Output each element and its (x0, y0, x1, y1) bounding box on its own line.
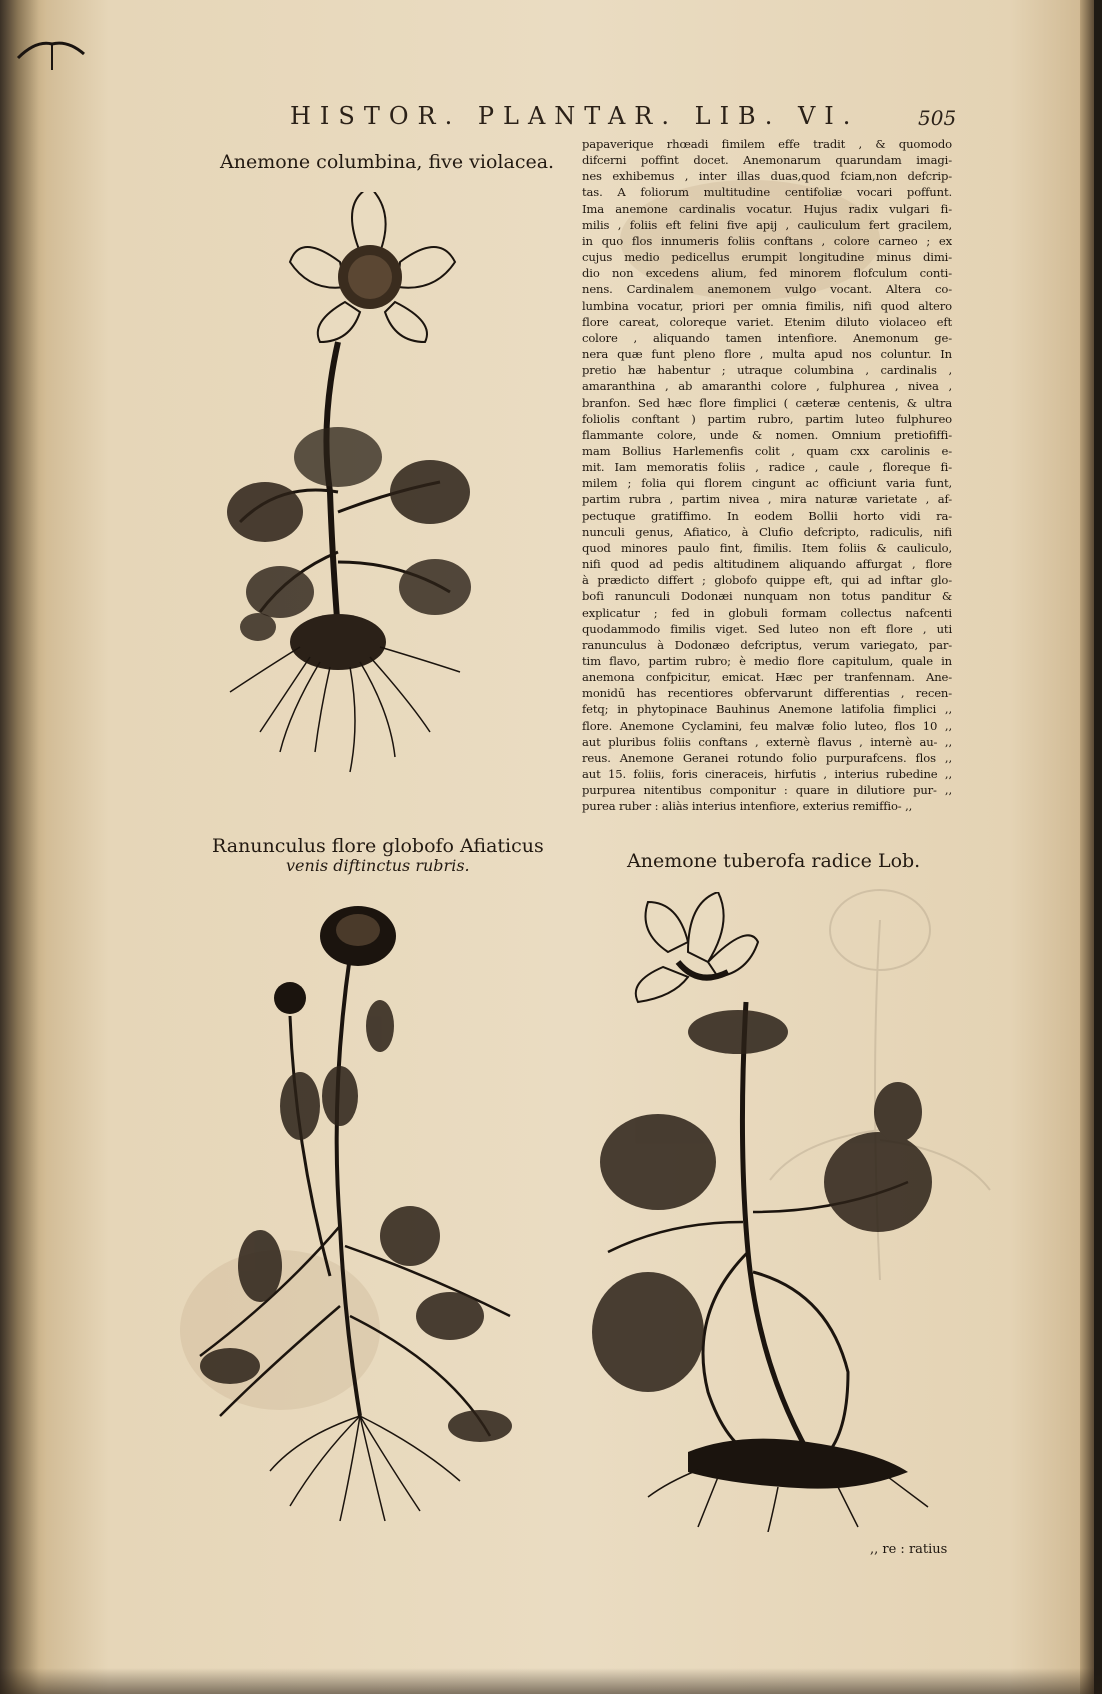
text-line: aut 15. foliis, foris cineraceis, hirfutis , interius rubedine ,, (582, 767, 952, 782)
woodcut-anemone-columbina (220, 192, 500, 784)
text-line: partim rubra , partim nivea , mira naturæ varietate , af- (582, 492, 952, 507)
text-line: in quo flos innumeris foliis conftans , colore carneo ; ex (582, 233, 952, 248)
caption-ranunculus-line1: Ranunculus flore globofo Afiaticus (212, 835, 544, 857)
text-line: pectuque gratiffimo. In eodem Bollii horto vidi ra- (582, 508, 952, 523)
text-line: flammante colore, unde & nomen. Omnium pretiofiffi- (582, 427, 952, 442)
text-line: monidū has recentiores obfervarunt differentias , recen- (582, 686, 952, 701)
text-line: reus. Anemone Geranei rotundo folio purpurafcens. flos ,, (582, 750, 952, 765)
text-line: colore , aliquando tamen intenfiore. Anemonum ge- (582, 330, 952, 345)
text-line: dio non excedens alium, fed minorem flofculum conti- (582, 266, 952, 281)
text-line: flore. Anemone Cyclamini, feu malvæ folio luteo, flos 10 ,, (582, 718, 952, 733)
text-line: nunculi genus, Afiatico, à Clufio defcripto, radiculis, nifi (582, 524, 952, 539)
caption-anemone-tuberosa: Anemone tuberofa radice Lob. (627, 850, 921, 872)
text-line: nes exhibemus , inter illas duas,quod fciam,non defcrip- (582, 169, 952, 184)
text-line: nera quæ funt pleno flore , multa apud nos coluntur. In (582, 347, 952, 362)
running-head: HISTOR. PLANTAR. LIB. VI. (290, 102, 860, 130)
text-line: fetq; in phytopinace Bauhinus Anemone latifolia fimplici ,, (582, 702, 952, 717)
text-line: quod minores paulo fint, fimilis. Item foliis & cauliculo, (582, 540, 952, 555)
text-line: tas. A foliorum multitudine centifoliæ vocari poffunt. (582, 185, 952, 200)
text-line: à prædicto differt ; globofo quippe eft, qui ad inftar glo- (582, 573, 952, 588)
text-line: foliolis conftant ) partim rubro, partim luteo fulphureo (582, 411, 952, 426)
text-line: mit. Iam memoratis foliis , radice , caule , floreque fi- (582, 460, 952, 475)
text-line: tim flavo, partim rubro; è medio flore capitulum, quale in (582, 654, 952, 668)
body-text-column (582, 136, 952, 815)
catchword: ,, re : ratius (870, 1542, 948, 1557)
text-line: explicatur ; fed in globuli formam collectus nafcenti (582, 605, 952, 620)
text-line: difcerni poffint docet. Anemonarum quarundam imagi- (582, 153, 952, 168)
text-line: milem ; folia qui florem cingunt ac officiunt varia funt, (582, 476, 952, 491)
text-line: cujus medio pedicellus erumpit longitudine minus dimi- (582, 250, 952, 265)
page-clip-icon (16, 30, 86, 70)
caption-ranunculus-line2: venis diftinctus rubris. (286, 856, 470, 875)
text-line: purea ruber : aliàs interius intenfiore, exterius remiffio- ,, (582, 799, 913, 814)
text-line: anemona confpicitur, emicat. Hæc per tranfennam. Ane- (582, 670, 952, 685)
text-line: Ima anemone cardinalis vocatur. Hujus radix vulgari fi- (582, 201, 952, 216)
caption-ranunculus (212, 836, 544, 876)
text-line: aut pluribus foliis conftans , externè flavus , internè au- ,, (582, 734, 952, 749)
text-line: lumbina vocatur, priori per omnia fimilis, nifi quod altero (582, 298, 952, 313)
bottom-shadow (0, 1668, 1102, 1694)
left-page-edge (0, 0, 52, 1694)
text-line: papaverique rhœadi fimilem effe tradit , & quomodo (582, 137, 952, 151)
text-line: pretio hæ habentur ; utraque columbina , cardinalis , (582, 363, 952, 378)
text-line: bofi ranunculi Dodonæi nunquam non totus panditur & (582, 589, 952, 604)
text-line: amaranthina , ab amaranthi colore , fulphurea , nivea , (582, 379, 952, 394)
woodcut-ranunculus (190, 896, 542, 1526)
text-line: mam Bollius Harlemenfis colit , quam cxx carolinis e- (582, 443, 952, 458)
text-line: ranunculus à Dodonæo defcriptus, verum variegato, par- (582, 637, 952, 652)
text-line: branfon. Sed hæc flore fimplici ( cæteræ centenis, & ultra (582, 395, 952, 410)
text-line: milis , foliis eft felini five apij , cauliculum fert gracilem, (582, 217, 952, 232)
woodcut-anemone-tuberosa (578, 892, 970, 1532)
text-line: purpurea nitentibus componitur : quare in dilutiore pur- ,, (582, 783, 952, 798)
text-line: quodammodo fimilis viget. Sed luteo non eft flore , uti (582, 621, 952, 636)
text-line: flore careat, coloreque variet. Etenim diluto violaceo eft (582, 314, 952, 329)
page-number: 505 (918, 106, 957, 130)
caption-anemone-columbina: Anemone columbina, five violacea. (220, 151, 555, 173)
page-right-edge (1080, 0, 1094, 1694)
text-line: nifi quod ad pedis altitudinem aliquando affurgat , flore (582, 557, 952, 572)
text-line: nens. Cardinalem anemonem vulgo vocant. Altera co- (582, 282, 952, 297)
